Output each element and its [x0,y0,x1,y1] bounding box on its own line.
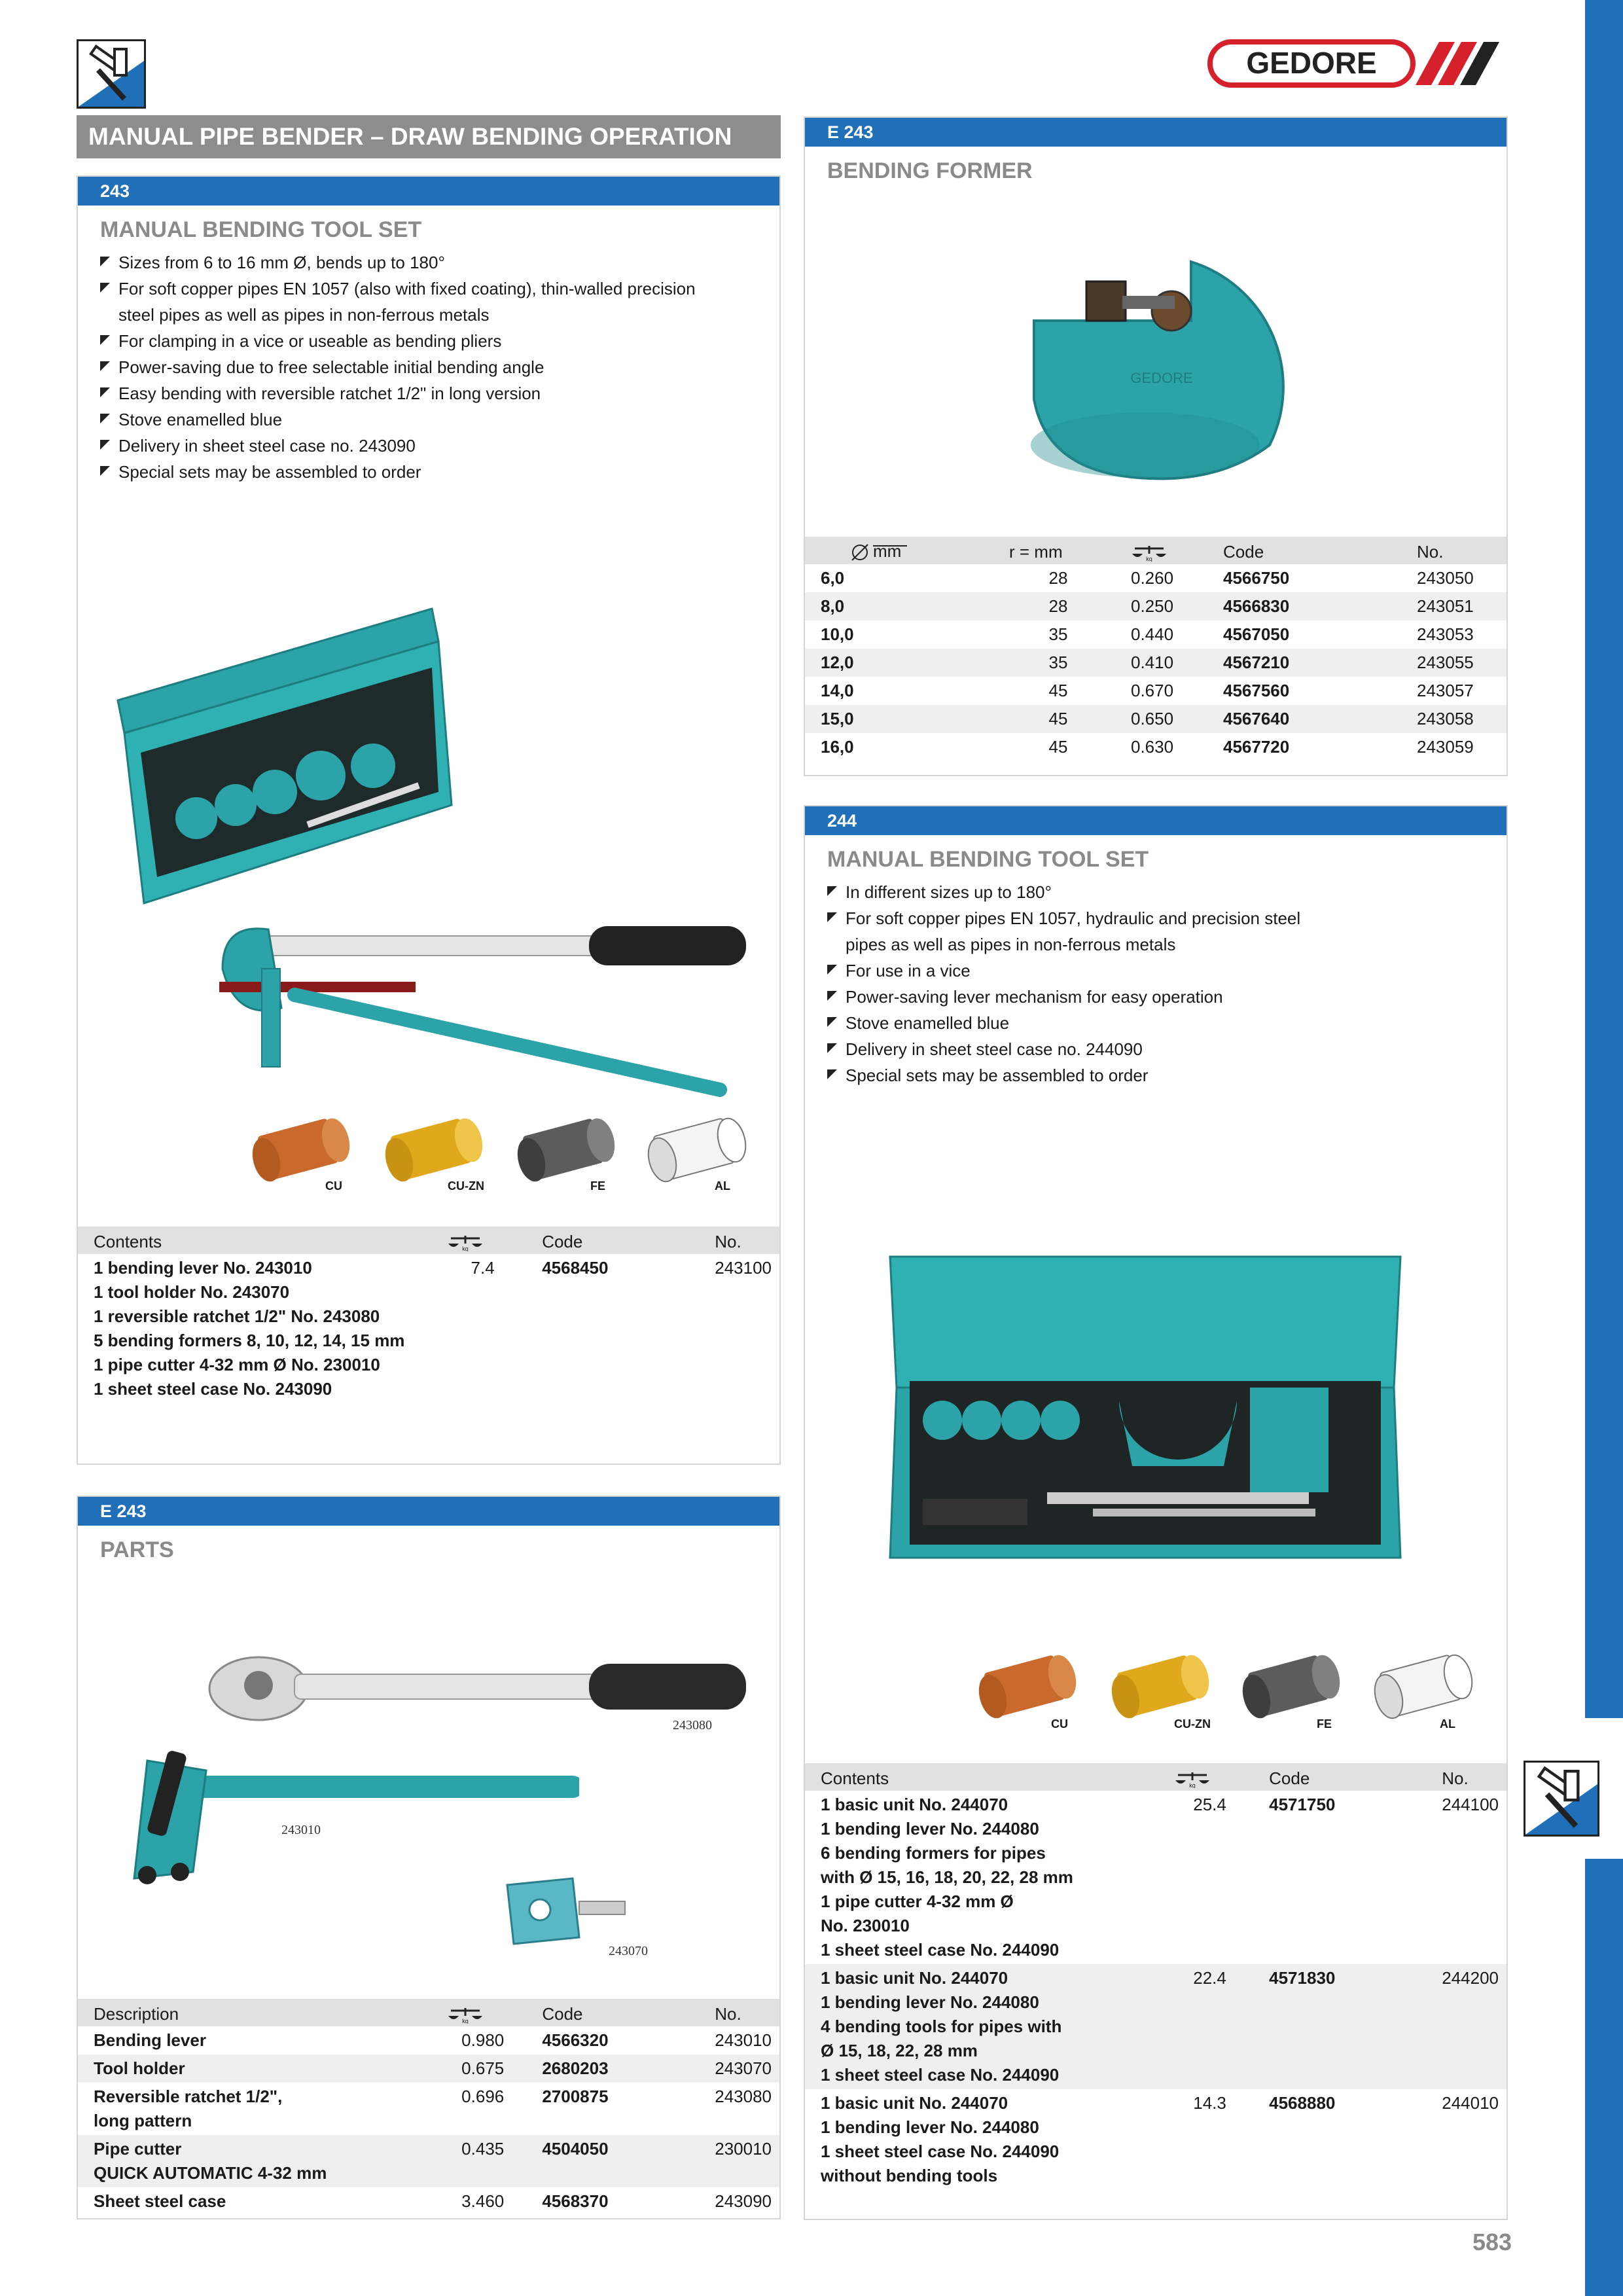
no-cell: 243100 [715,1258,772,1278]
table-row [78,2135,779,2187]
no-cell: 243059 [1417,737,1474,757]
feature-item: Stove enamelled blue [100,406,779,433]
radius-cell: 28 [1048,568,1068,588]
col-code: Code [526,1999,699,2026]
contents-table-243 [78,1227,779,1403]
contents-line: 4 bending tools for pipes with [821,2017,1062,2036]
table-header-row [78,1999,779,2026]
no-cell: 244200 [1426,1964,1507,2089]
svg-text:kg: kg [462,1245,469,1251]
contents-line: 6 bending formers for pipes [821,1843,1046,1863]
diameter-unit: mm [873,541,902,561]
page-title: MANUAL PIPE BENDER – DRAW BENDING OPERATION [77,115,781,158]
no-cell: 243010 [715,2030,772,2050]
code-cell: 4568880 [1269,2093,1336,2113]
bending-former-table [805,537,1507,761]
radius-cell: 35 [993,649,1115,677]
product-code: 244 [805,806,1507,835]
ratchet-image [196,1649,753,1728]
col-weight [1115,537,1207,564]
no-cell: 230010 [699,2135,779,2187]
radius-cell: 45 [1048,737,1068,757]
table-header-row [805,537,1507,564]
no-cell: 243051 [1401,592,1507,620]
code-cell: 2680203 [526,2054,699,2083]
radius-cell: 45 [993,705,1115,733]
description-cell: Sheet steel case [94,2191,226,2211]
material-label: CU [1051,1717,1068,1731]
bending-former-image [1021,249,1309,491]
material-label: FE [590,1179,606,1193]
svg-text:kg: kg [1146,555,1152,562]
no-cell: 243090 [715,2191,772,2211]
contents-line: No. 230010 [821,1916,910,1935]
feature-item: In different sizes up to 180° [827,879,1507,905]
col-weight [431,1227,526,1254]
col-no: No. [699,1999,779,2026]
weight-cell: 0.410 [1115,649,1207,677]
table-row [805,564,1507,592]
section-title: BENDING FORMER [827,158,1033,183]
weight-cell: 0.435 [431,2135,526,2187]
weight-cell: 0.670 [1131,681,1174,700]
material-sample-steel [1236,1649,1347,1728]
svg-text:kg: kg [1189,1782,1196,1788]
contents-line: 1 reversible ratchet 1/2" No. 243080 [94,1306,380,1326]
brand-logo-text: GEDORE [1246,46,1377,80]
code-cell: 4566750 [1223,568,1290,588]
feature-item: Special sets may be assembled to order [100,459,779,485]
col-no: No. [1426,1763,1507,1791]
pipe-bender-hammer-icon [77,39,146,109]
description-cell: Bending lever [94,2030,206,2050]
diameter-cell: 16,0 [821,737,854,757]
col-code: Code [1253,1763,1426,1791]
contents-line: without bending tools [821,2166,998,2185]
material-label: AL [715,1179,730,1193]
weight-cell: 0.440 [1131,624,1174,644]
contents-line: 1 sheet steel case No. 244090 [821,1940,1060,1960]
material-sample-copper [972,1649,1083,1728]
section-title: MANUAL BENDING TOOL SET [100,217,422,242]
code-cell: 4567720 [1223,737,1290,757]
contents-line: 1 pipe cutter 4-32 mm Ø No. 230010 [94,1355,380,1374]
col-weight [1158,1763,1253,1791]
weight-cell: 0.696 [461,2087,505,2106]
diameter-cell: 12,0 [805,649,993,677]
contents-line: 1 basic unit No. 244070 [821,2093,1008,2113]
description-line: long pattern [94,2111,192,2130]
section-title: PARTS [100,1537,174,1562]
edge-bar-top [1585,0,1623,1718]
description-line: Reversible ratchet 1/2", [94,2087,283,2106]
feature-item: Delivery in sheet steel case no. 243090 [100,433,779,459]
feature-item: For soft copper pipes EN 1057, hydraulic and precision steel pipes as well as pipes in non-ferrous metals [827,905,1343,958]
contents-cell [805,2089,1158,2190]
code-cell: 4567210 [1207,649,1401,677]
weight-cell: 25.4 [1193,1795,1226,1814]
weight-cell: 0.650 [1115,705,1207,733]
svg-text:kg: kg [462,2017,469,2024]
tool-holder-image [501,1872,632,1950]
contents-line: 1 bending lever No. 244080 [821,1992,1039,2012]
table-header-row [78,1227,779,1254]
parts-table [78,1999,779,2215]
scale-kg-icon [447,2004,484,2024]
code-cell: 4567050 [1223,624,1290,644]
description-line: Pipe cutter [94,2139,182,2159]
material-sample-aluminium [641,1113,753,1191]
contents-table-244 [805,1763,1507,2190]
col-code: Code [1207,537,1401,564]
no-cell: 243080 [715,2087,772,2106]
description-line: QUICK AUTOMATIC 4-32 mm [94,2163,327,2183]
no-cell: 243057 [1417,681,1474,700]
table-row [805,1964,1507,2089]
product-code: E 243 [805,118,1507,147]
former-brand-marking: GEDORE [1130,370,1193,386]
no-cell: 244010 [1442,2093,1499,2113]
feature-item: For clamping in a vice or useable as bending pliers [100,328,779,354]
feature-item: Power-saving lever mechanism for easy operation [827,984,1507,1010]
weight-cell: 14.3 [1193,2093,1226,2113]
scale-kg-icon [1174,1768,1211,1788]
contents-line: 1 basic unit No. 244070 [821,1968,1008,1988]
contents-line: 5 bending formers 8, 10, 12, 14, 15 mm [94,1331,405,1350]
col-radius: r = mm [993,537,1115,564]
weight-cell: 7.4 [471,1258,495,1278]
contents-line: Ø 15, 18, 22, 28 mm [821,2041,978,2060]
table-row [78,2054,779,2083]
description-cell: Tool holder [78,2054,431,2083]
scale-kg-icon [1131,542,1168,562]
contents-cell [78,1254,431,1403]
col-contents: Contents [805,1763,1158,1791]
page-number: 583 [1472,2229,1512,2255]
feature-item: Power-saving due to free selectable initial bending angle [100,354,779,380]
table-row [805,733,1507,761]
code-cell: 4571750 [1269,1795,1336,1814]
contents-cell [805,1964,1158,2089]
code-cell: 4566320 [542,2030,609,2050]
diameter-cell: 6,0 [821,568,845,588]
weight-cell: 0.675 [431,2054,526,2083]
table-row [805,677,1507,705]
no-cell: 243055 [1401,649,1507,677]
gedore-logo [1207,38,1508,89]
edge-bar-bottom [1585,1859,1623,2296]
product-image-243-set [111,602,753,1100]
material-sample-brass [1105,1649,1216,1728]
code-cell: 2700875 [542,2087,609,2106]
radius-cell: 28 [993,592,1115,620]
weight-cell: 22.4 [1158,1964,1253,2089]
col-diameter [805,537,993,564]
table-row [805,649,1507,677]
table-row [805,705,1507,733]
feature-list [100,249,779,485]
contents-line: 1 pipe cutter 4-32 mm Ø [821,1892,1014,1911]
weight-cell: 0.630 [1131,737,1174,757]
contents-line: 1 sheet steel case No. 244090 [821,2065,1060,2085]
weight-cell: 0.980 [461,2030,505,2050]
col-weight [431,1999,526,2026]
weight-cell: 0.250 [1115,592,1207,620]
no-cell: 243058 [1401,705,1507,733]
scale-kg-icon [447,1232,484,1251]
material-label: CU [325,1179,342,1193]
radius-cell: 35 [1048,624,1068,644]
product-image-244-set [883,1250,1407,1564]
feature-item: For use in a vice [827,958,1507,984]
table-row [805,592,1507,620]
contents-line: 1 tool holder No. 243070 [94,1282,290,1302]
part-callout: 243010 [281,1823,321,1837]
diameter-cell: 10,0 [821,624,854,644]
code-cell: 4568370 [542,2191,609,2211]
contents-line: 1 sheet steel case No. 243090 [94,1379,332,1399]
no-cell: 243053 [1417,624,1474,644]
col-no: No. [1401,537,1507,564]
material-label: CU-ZN [1174,1717,1211,1731]
table-row [78,1254,779,1403]
table-row [805,620,1507,649]
part-callout: 243080 [673,1718,712,1732]
col-no: No. [699,1227,779,1254]
table-row [805,2089,1507,2190]
table-header-row [805,1763,1507,1791]
feature-item: Delivery in sheet steel case no. 244090 [827,1036,1507,1062]
section-title: MANUAL BENDING TOOL SET [827,847,1149,872]
col-contents: Contents [78,1227,431,1254]
contents-line: 1 bending lever No. 243010 [94,1258,312,1278]
description-cell [78,2083,431,2135]
part-callout: 243070 [609,1944,648,1958]
table-row [78,2083,779,2135]
weight-cell: 0.260 [1131,568,1174,588]
code-cell: 4567560 [1223,681,1290,700]
diameter-cell: 8,0 [805,592,993,620]
contents-line: 1 bending lever No. 244080 [821,2117,1039,2137]
material-sample-aluminium [1368,1649,1479,1728]
radius-cell: 45 [1048,681,1068,700]
diameter-cell: 14,0 [821,681,854,700]
product-code: E 243 [78,1497,779,1526]
material-label: FE [1317,1717,1332,1731]
material-label: AL [1440,1717,1455,1731]
pipe-bender-hammer-icon [1524,1761,1599,1837]
contents-line: with Ø 15, 16, 18, 20, 22, 28 mm [821,1867,1073,1887]
no-cell: 244100 [1442,1795,1499,1814]
no-cell: 243070 [699,2054,779,2083]
code-cell: 4568450 [542,1258,609,1278]
table-row [78,2026,779,2054]
diameter-cell: 15,0 [805,705,993,733]
code-cell: 4504050 [526,2135,699,2187]
feature-item: Special sets may be assembled to order [827,1062,1507,1088]
feature-item: For soft copper pipes EN 1057 (also with fixed coating), thin-walled precision steel pipes as well as pipes in non-ferrous metals [100,276,734,328]
contents-cell [805,1791,1158,1964]
feature-item: Easy bending with reversible ratchet 1/2" in long version [100,380,779,406]
contents-line: 1 bending lever No. 244080 [821,1819,1039,1839]
col-code: Code [526,1227,699,1254]
contents-line: 1 basic unit No. 244070 [821,1795,1008,1814]
material-label: CU-ZN [448,1179,484,1193]
feature-item: Stove enamelled blue [827,1010,1507,1036]
col-description: Description [78,1999,431,2026]
table-row [78,2187,779,2215]
no-cell: 243050 [1417,568,1474,588]
product-code: 243 [78,177,779,206]
description-cell [78,2135,431,2187]
code-cell: 4567640 [1207,705,1401,733]
weight-cell: 3.460 [461,2191,505,2211]
feature-item: Sizes from 6 to 16 mm Ø, bends up to 180° [100,249,779,276]
code-cell: 4566830 [1207,592,1401,620]
contents-line: 1 sheet steel case No. 244090 [821,2142,1060,2161]
table-row [805,1791,1507,1964]
code-cell: 4571830 [1253,1964,1426,2089]
feature-list [827,879,1507,1088]
